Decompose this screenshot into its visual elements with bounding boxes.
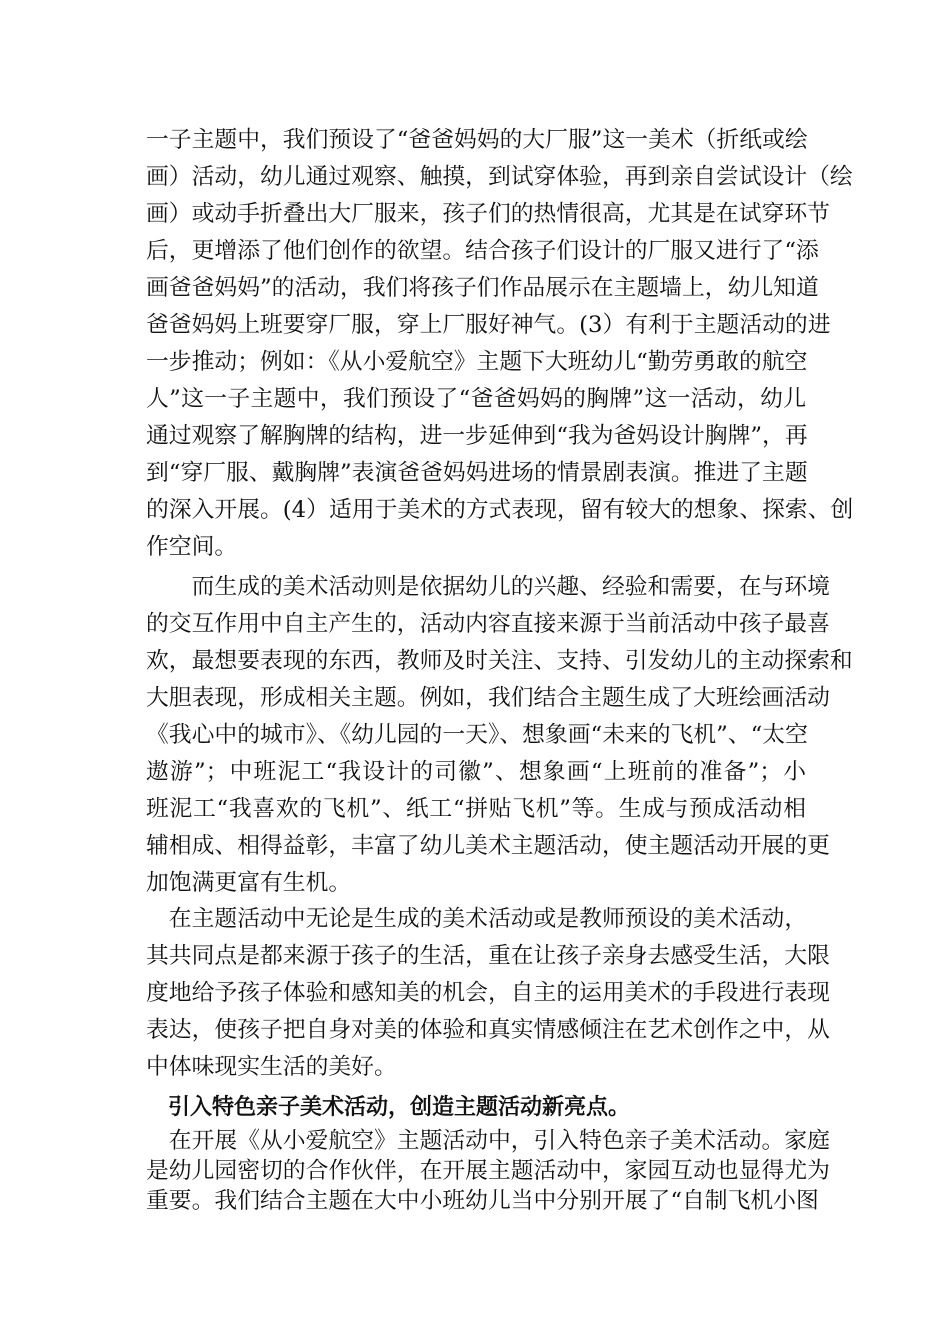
paragraph-generated-activities	[146, 569, 853, 902]
text-line: 其共同点是都来源于孩子的生活，重在让孩子亲身去感受生活，大限	[146, 943, 830, 969]
text-line: 中体味现实生活的美好。	[146, 1054, 397, 1080]
text-line: 爸爸妈妈上班要穿厂服，穿上厂服好神气。(3）有利于主题活动的进	[146, 312, 831, 338]
section-heading: 引入特色亲子美术活动，创造主题活动新亮点。	[146, 1095, 631, 1120]
text-line: 的深入开展。(4）适用于美术的方式表现，留有较大的想象、探索、创	[146, 497, 854, 523]
text-line: 人”这一子主题中，我们预设了“爸爸妈妈的胸牌”这一活动，幼儿	[146, 386, 806, 412]
text-line: 画）或动手折叠出大厂服来，孩子们的热情很高，尤其是在试穿环节	[146, 201, 830, 227]
text-line: 画）活动，幼儿通过观察、触摸，到试穿体验，再到亲自尝试设计（绘	[146, 164, 853, 190]
text-line: 《我心中的城市》、《幼儿园的一天》、想象画“未来的飞机”、“太空	[146, 722, 808, 748]
text-line: 作空间。	[146, 534, 238, 560]
text-line: 一子主题中，我们预设了“爸爸妈妈的大厂服”这一美术（折纸或绘	[146, 127, 808, 153]
text-line: 后，更增添了他们创作的欲望。结合孩子们设计的厂服又进行了“添	[146, 238, 819, 264]
text-line: 度地给予孩子体验和感知美的机会，自主的运用美术的手段进行表现	[146, 980, 830, 1006]
text-line: 加饱满更富有生机。	[146, 870, 352, 896]
text-line: 的交互作用中自主产生的，活动内容直接来源于当前活动中孩子最喜	[146, 611, 830, 637]
text-line: 在开展《从小爱航空》主题活动中，引入特色亲子美术活动。家庭	[146, 1128, 830, 1154]
text-line: 大胆表现，形成相关主题。例如，我们结合主题生成了大班绘画活动	[146, 685, 830, 711]
text-line: 辅相成、相得益彰，丰富了幼儿美术主题活动，使主题活动开展的更	[146, 833, 830, 859]
text-line: 表达，使孩子把自身对美的体验和真实情感倾注在艺术创作之中，从	[146, 1017, 830, 1043]
paragraph-common-ground	[146, 901, 830, 1086]
text-line: 是幼儿园密切的合作伙伴，在开展主题活动中，家园互动也显得尤为	[146, 1158, 830, 1184]
text-line: 通过观察了解胸牌的结构，进一步延伸到“我为爸妈设计胸牌”，再	[146, 423, 808, 449]
text-line: 在主题活动中无论是生成的美术活动或是教师预设的美术活动，	[146, 906, 808, 932]
text-line: 一步推动；例如：《从小爱航空》主题下大班幼儿“勤劳勇敢的航空	[146, 349, 808, 375]
text-line: 欢，最想要表现的东西，教师及时关注、支持、引发幼儿的主动探索和	[146, 648, 853, 674]
text-line: 重要。我们结合主题在大中小班幼儿当中分别开展了“自制飞机小图	[146, 1188, 819, 1214]
paragraph-parent-child-activities	[146, 1126, 830, 1216]
text-line: 到“穿厂服、戴胸牌”表演爸爸妈妈进场的情景剧表演。推进了主题	[146, 460, 808, 486]
text-line: 遨游”；中班泥工“我设计的司徽”、想象画“上班前的准备”；小	[146, 759, 806, 785]
text-line: 而生成的美术活动则是依据幼儿的兴趣、经验和需要，在与环境	[146, 574, 830, 600]
text-line: 班泥工“我喜欢的飞机”、纸工“拼贴飞机”等。生成与预成活动相	[146, 796, 806, 822]
text-line: 画爸爸妈妈”的活动，我们将孩子们作品展示在主题墙上，幼儿知道	[146, 275, 819, 301]
paragraph-preset-activities	[146, 122, 854, 566]
